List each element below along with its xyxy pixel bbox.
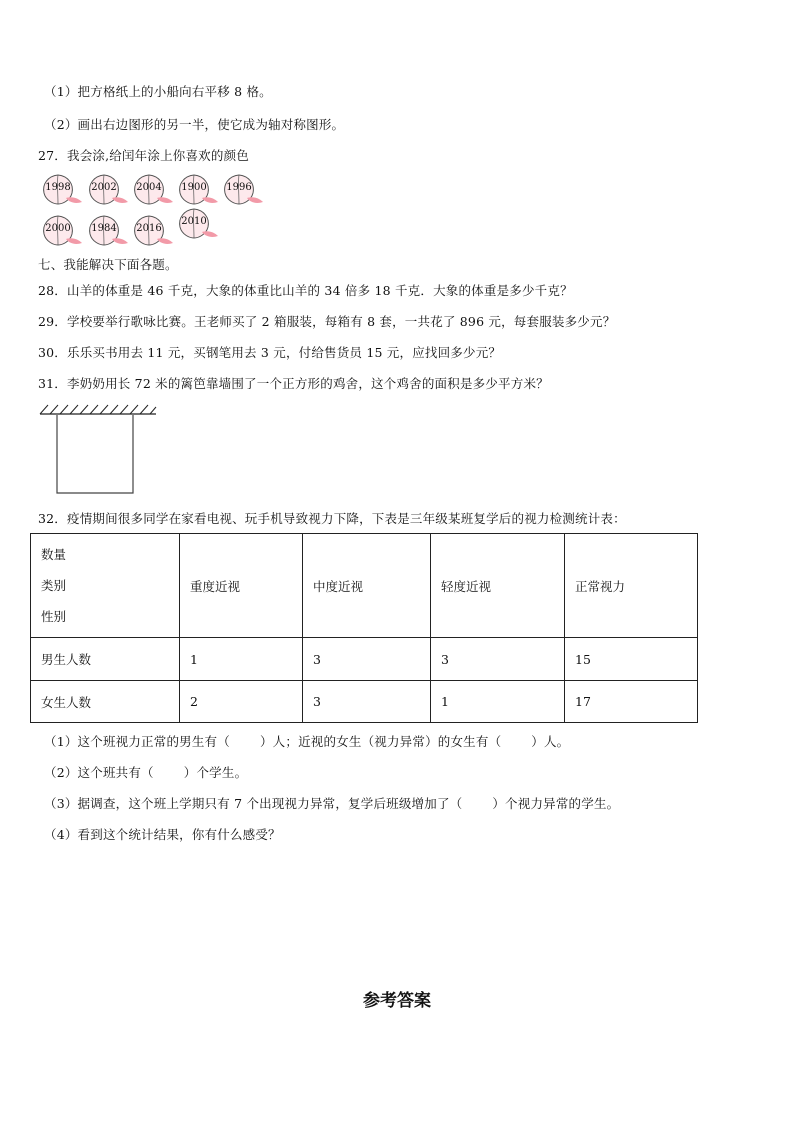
question-30: 30．乐乐买书用去 11 元，买钢笔用去 3 元，付给售货员 15 元，应找回多少元？ — [38, 345, 502, 360]
q1-text-c: ）人。 — [531, 734, 570, 749]
table-cell: 1 — [180, 638, 303, 681]
question-32: 32．疫情期间很多同学在家看电视、玩手机导致视力下降，下表是三年级某班复学后的视力检测统计表： — [38, 511, 626, 526]
table-cell: 3 — [431, 638, 565, 681]
peach-year-2004[interactable] — [131, 172, 175, 208]
table-cell: 17 — [565, 681, 698, 723]
column-header: 重度近视 — [180, 534, 303, 638]
peach-year-1900[interactable] — [176, 172, 220, 208]
question-29: 29．学校要举行歌咏比赛。王老师买了 2 箱服装，每箱有 8 套，一共花了 896 元，每套服装多少元？ — [38, 314, 616, 329]
peach-year-label: 1998 — [45, 182, 71, 193]
question-31: 31．李奶奶用长 72 米的篱笆靠墙围了一个正方形的鸡舍，这个鸡舍的面积是多少平方米？ — [38, 376, 549, 391]
table-row — [31, 681, 698, 723]
question-32-part3 — [44, 794, 619, 812]
q3-text-b: ）个视力异常的学生。 — [492, 796, 620, 811]
corner-label-gender: 性别 — [41, 609, 67, 624]
q1-text-a: （1）这个班视力正常的男生有（ — [44, 734, 230, 749]
vision-statistics-table — [30, 533, 698, 723]
peach-year-label: 1984 — [91, 223, 117, 234]
q3-text-a: （3）据调查，这个班上学期只有 7 个出现视力异常，复学后班级增加了（ — [44, 796, 463, 811]
row-label: 女生人数 — [31, 681, 180, 723]
chicken-coop-figure — [38, 402, 158, 497]
question-32-part1 — [44, 732, 569, 750]
peach-year-2000[interactable] — [40, 213, 84, 249]
column-header: 轻度近视 — [431, 534, 565, 638]
table-row — [31, 638, 698, 681]
table-cell: 3 — [303, 681, 431, 723]
table-corner-cell — [31, 534, 180, 638]
peach-year-2002[interactable] — [86, 172, 130, 208]
corner-label-quantity: 数量 — [41, 547, 67, 562]
question-28: 28．山羊的体重是 46 千克，大象的体重比山羊的 34 倍多 18 千克．大象的体重是多少千克？ — [38, 283, 573, 298]
question-27: 27．我会涂,给闰年涂上你喜欢的颜色 — [38, 148, 249, 163]
table-cell: 1 — [431, 681, 565, 723]
wall-hatching — [40, 405, 156, 414]
peach-year-label: 1996 — [226, 182, 252, 193]
peach-year-label: 1900 — [181, 182, 207, 193]
peach-year-label: 2004 — [136, 182, 162, 193]
answer-key-heading: 参考答案 — [363, 991, 431, 1011]
peach-year-label: 2010 — [181, 216, 207, 227]
fence-square — [57, 415, 133, 493]
peach-year-2016[interactable] — [131, 213, 175, 249]
question-26-part1: （1）把方格纸上的小船向右平移 8 格。 — [44, 84, 272, 99]
table-cell: 3 — [303, 638, 431, 681]
q1-text-b: ）人；近视的女生（视力异常）的女生有（ — [259, 734, 502, 749]
table-header-row — [31, 534, 698, 638]
peach-year-label: 2002 — [91, 182, 117, 193]
corner-label-category: 类别 — [41, 578, 67, 593]
question-26-part2: （2）画出右边图形的另一半，使它成为轴对称图形。 — [44, 117, 345, 132]
q2-text-a: （2）这个班共有（ — [44, 765, 154, 780]
peach-year-1984[interactable] — [86, 213, 130, 249]
table-cell: 2 — [180, 681, 303, 723]
section-7-heading: 七、我能解决下面各题。 — [38, 257, 178, 272]
peach-year-label: 2016 — [136, 223, 162, 234]
peach-year-2010[interactable] — [176, 206, 220, 242]
question-32-part2 — [44, 763, 247, 781]
row-label: 男生人数 — [31, 638, 180, 681]
peach-year-1996[interactable] — [221, 172, 265, 208]
q2-text-b: ）个学生。 — [183, 765, 248, 780]
column-header: 正常视力 — [565, 534, 698, 638]
question-32-part4: （4）看到这个统计结果，你有什么感受？ — [44, 827, 281, 842]
peach-year-label: 2000 — [45, 223, 71, 234]
peach-year-1998[interactable] — [40, 172, 84, 208]
column-header: 中度近视 — [303, 534, 431, 638]
table-cell: 15 — [565, 638, 698, 681]
